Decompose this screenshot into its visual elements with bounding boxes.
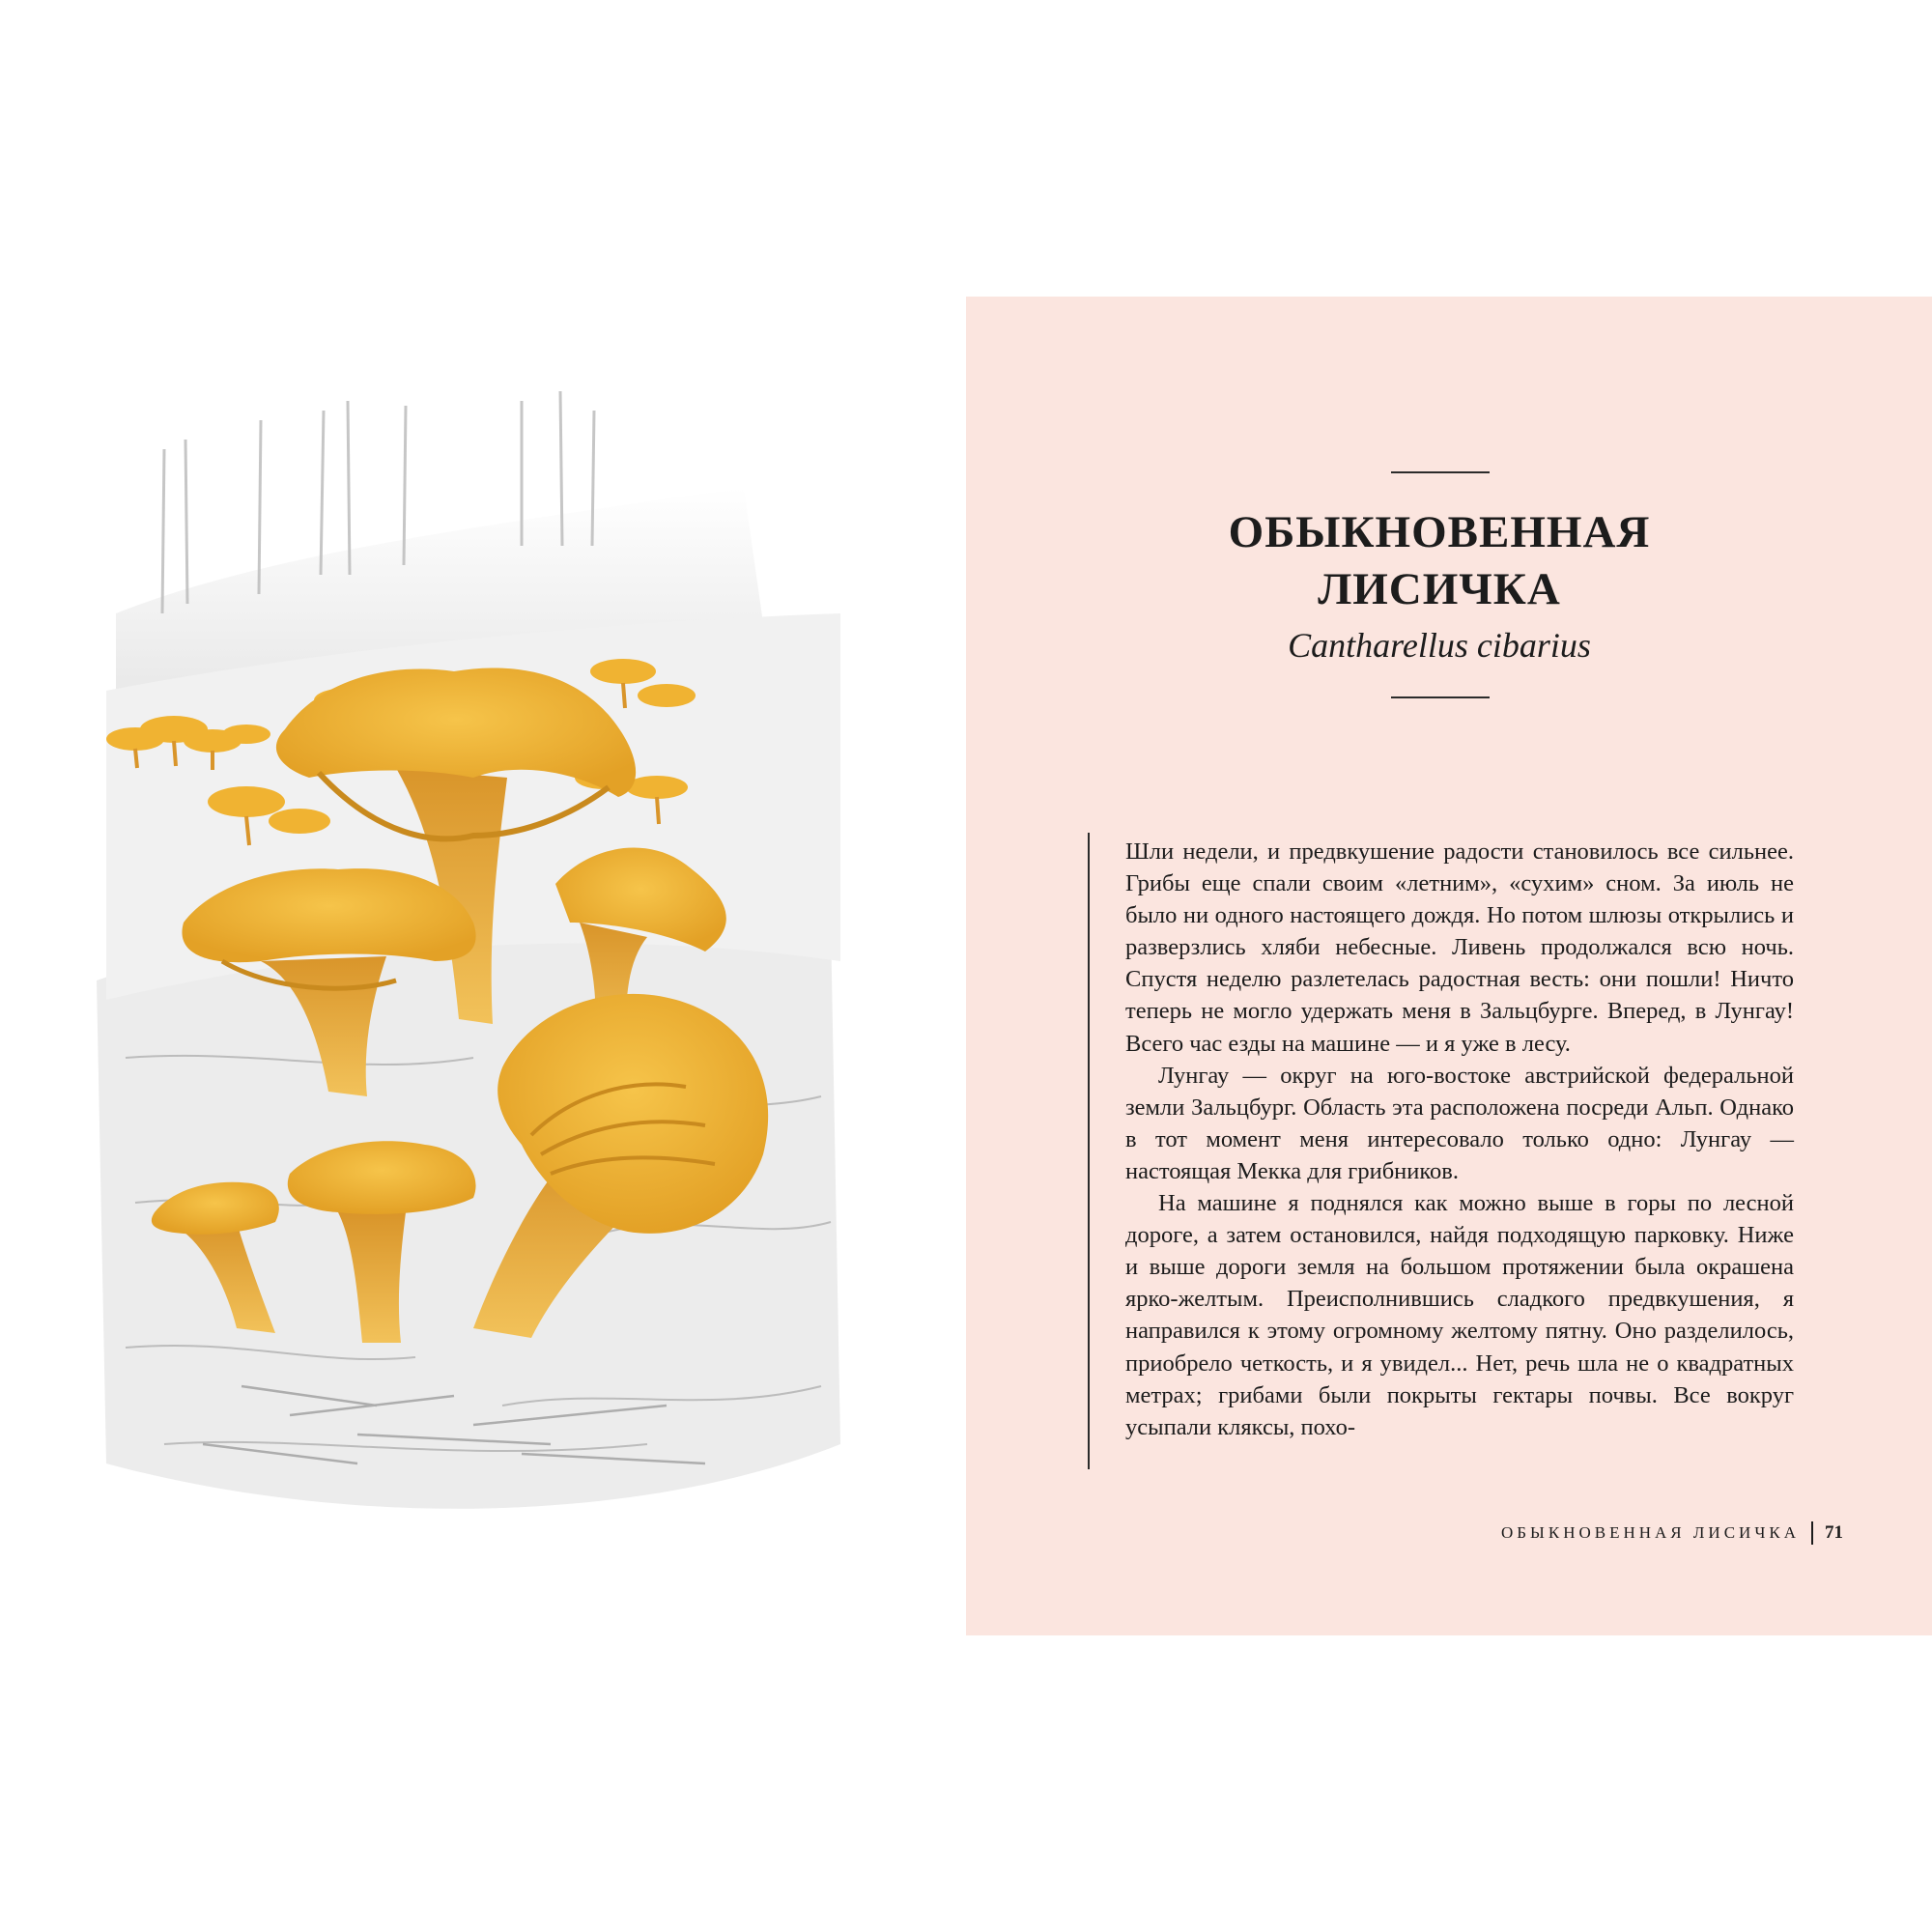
title-line-2: ЛИСИЧКА <box>1318 564 1561 614</box>
page-footer <box>1501 1521 1843 1545</box>
footer-separator <box>1811 1521 1813 1545</box>
body-text <box>1125 836 1794 1443</box>
text-side-rule <box>1088 833 1090 1469</box>
chanterelle-illustration <box>68 382 898 1550</box>
title-top-rule <box>1391 471 1490 473</box>
paragraph-3: На машине я поднялся как можно выше в горы по лесной дороге, а затем остановился, найдя подходящую парковку. Ниже и выше дороги земля на большом протяжении была окрашена ярко-желтым. Преисполнившись сладкого предвкушения, я направился к этому огромному желтому пятну. Оно разделилось, приобрело четкость, и я увидел... Нет, речь шла не о квадратных метрах; грибами были покрыты гектары почвы. Все вокруг усыпали кляксы, похо- <box>1125 1190 1794 1440</box>
page-number: 71 <box>1825 1522 1843 1543</box>
paragraph-2: Лунгау — округ на юго-востоке австрийской федеральной земли Зальцбург. Область эта расположена посреди Альп. Однако в тот момент меня интересовало только одно: Лунгау — настоящая Мекка для грибников. <box>1125 1062 1794 1184</box>
title-line-1: ОБЫКНОВЕННАЯ <box>1228 507 1651 557</box>
page-title <box>966 504 1913 618</box>
running-head: ОБЫКНОВЕННАЯ ЛИСИЧКА <box>1501 1523 1800 1542</box>
text-page <box>966 297 1932 1635</box>
title-bottom-rule <box>1391 696 1490 698</box>
latin-name: Cantharellus cibarius <box>1288 626 1591 665</box>
paragraph-1: Шли недели, и предвкушение радости становилось все сильнее. Грибы еще спали своим «летним», «сухим» сном. За июль не было ни одного настоящего дождя. Но потом шлюзы открылись и разверзлись хляби небесные. Ливень продолжался всю ночь. Спустя неделю разлетелась радостная весть: они пошли! Ничто теперь не могло удержать меня в Зальцбурге. Вперед, в Лунгау! Всего час езды на машине — и я уже в лесу. <box>1125 838 1794 1057</box>
